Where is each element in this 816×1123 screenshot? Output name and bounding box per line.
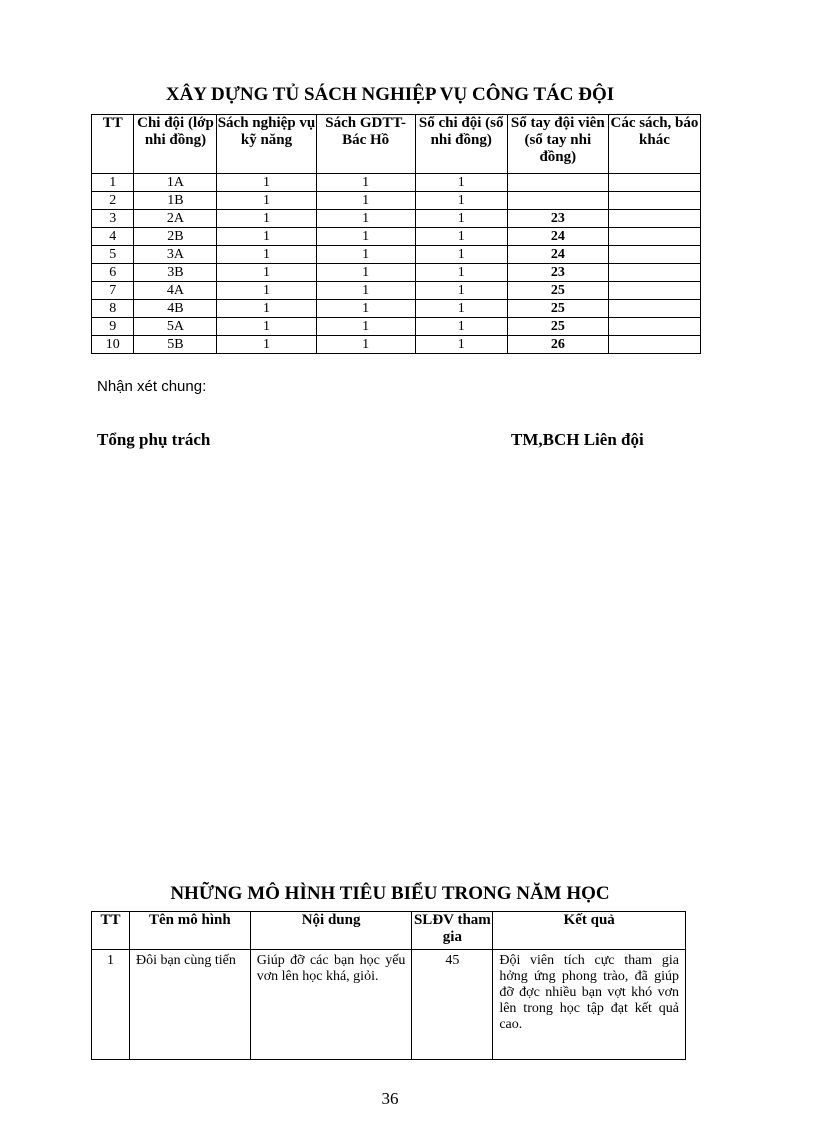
table-cell bbox=[507, 192, 608, 210]
table-cell: 23 bbox=[507, 264, 608, 282]
table-cell bbox=[608, 282, 700, 300]
header-cell: TT bbox=[92, 115, 134, 174]
table-cell: 7 bbox=[92, 282, 134, 300]
table-cell: 1 bbox=[92, 950, 130, 1060]
header-cell: SLĐV tham gia bbox=[412, 912, 493, 950]
header-cell: Sách nghiệp vụ kỹ năng bbox=[217, 115, 316, 174]
table-cell: 25 bbox=[507, 318, 608, 336]
table-cell: 4A bbox=[134, 282, 217, 300]
table-cell: 5 bbox=[92, 246, 134, 264]
table-cell: 1 bbox=[217, 192, 316, 210]
table-cell: 1 bbox=[316, 174, 415, 192]
table-cell: 1 bbox=[316, 282, 415, 300]
table-cell: 4B bbox=[134, 300, 217, 318]
header-cell: Nội dung bbox=[250, 912, 412, 950]
table-cell: 23 bbox=[507, 210, 608, 228]
table-cell: 1 bbox=[415, 228, 507, 246]
table-cell: Đội viên tích cực tham gia hởng ứng phong trào, đã giúp đỡ đợc nhiều bạn vợt khó vơn lên trong học tập đạt kết quả cao. bbox=[493, 950, 686, 1060]
table-cell: 5B bbox=[134, 336, 217, 354]
table-header-row bbox=[92, 912, 686, 950]
table-cell bbox=[608, 192, 700, 210]
table-cell: 1 bbox=[415, 336, 507, 354]
header-cell: Sổ chi đội (sổ nhi đồng) bbox=[415, 115, 507, 174]
table-cell: 24 bbox=[507, 228, 608, 246]
table-row bbox=[92, 264, 701, 282]
table-cell bbox=[608, 228, 700, 246]
table-cell: Đôi bạn cùng tiến bbox=[129, 950, 250, 1060]
table-cell bbox=[608, 174, 700, 192]
table-header-row bbox=[92, 115, 701, 174]
table-cell bbox=[608, 246, 700, 264]
table-cell bbox=[608, 300, 700, 318]
section1-title: XÂY DỰNG TỦ SÁCH NGHIỆP VỤ CÔNG TÁC ĐỘI bbox=[165, 84, 615, 105]
table-cell: 45 bbox=[412, 950, 493, 1060]
table-cell: 1 bbox=[217, 300, 316, 318]
table-cell: 1 bbox=[316, 264, 415, 282]
table-cell: 1 bbox=[316, 192, 415, 210]
table-row bbox=[92, 336, 701, 354]
table-cell: 3B bbox=[134, 264, 217, 282]
table-cell: 1 bbox=[316, 228, 415, 246]
library-table bbox=[91, 114, 701, 354]
table-cell: 6 bbox=[92, 264, 134, 282]
page-number: 36 bbox=[381, 1089, 399, 1108]
table-cell bbox=[507, 174, 608, 192]
table-row bbox=[92, 192, 701, 210]
table-cell: 1 bbox=[415, 174, 507, 192]
signature-right: TM,BCH Liên đội bbox=[511, 430, 644, 449]
table-cell: 2B bbox=[134, 228, 217, 246]
table-cell: 3 bbox=[92, 210, 134, 228]
table-cell: 1 bbox=[316, 336, 415, 354]
header-cell: Các sách, báo khác bbox=[608, 115, 700, 174]
comment-label: Nhận xét chung: bbox=[97, 378, 207, 395]
table-cell bbox=[608, 210, 700, 228]
table-row bbox=[92, 246, 701, 264]
table-cell: 1 bbox=[415, 210, 507, 228]
signature-left: Tổng phụ trách bbox=[97, 430, 211, 449]
table-cell: 1 bbox=[217, 246, 316, 264]
table-cell: 1 bbox=[217, 228, 316, 246]
header-cell: Kết quả bbox=[493, 912, 686, 950]
table-cell: 5A bbox=[134, 318, 217, 336]
table-cell: 1 bbox=[217, 282, 316, 300]
table-cell: 1 bbox=[316, 318, 415, 336]
table-cell: 1 bbox=[92, 174, 134, 192]
table-cell: 4 bbox=[92, 228, 134, 246]
header-cell: TT bbox=[92, 912, 130, 950]
table-cell: 1B bbox=[134, 192, 217, 210]
table-cell: 1 bbox=[217, 210, 316, 228]
table-cell: 1 bbox=[217, 336, 316, 354]
table-cell: 25 bbox=[507, 300, 608, 318]
table-row bbox=[92, 282, 701, 300]
table-cell: 24 bbox=[507, 246, 608, 264]
table-row bbox=[92, 300, 701, 318]
table-cell: 1 bbox=[415, 300, 507, 318]
table-cell: 1A bbox=[134, 174, 217, 192]
table-cell: 25 bbox=[507, 282, 608, 300]
header-cell: Sổ tay đội viên (sổ tay nhi đồng) bbox=[507, 115, 608, 174]
table-cell: 1 bbox=[415, 264, 507, 282]
table-cell: 3A bbox=[134, 246, 217, 264]
table-cell: 9 bbox=[92, 318, 134, 336]
table-row bbox=[92, 228, 701, 246]
section2-title: NHỮNG MÔ HÌNH TIÊU BIỂU TRONG NĂM HỌC bbox=[170, 883, 610, 904]
table-cell bbox=[608, 264, 700, 282]
table-cell: 1 bbox=[217, 174, 316, 192]
table-row bbox=[92, 950, 686, 1060]
table-cell: 1 bbox=[217, 318, 316, 336]
header-cell: Chi đội (lớp nhi đồng) bbox=[134, 115, 217, 174]
table-row bbox=[92, 174, 701, 192]
table-cell: 2A bbox=[134, 210, 217, 228]
table-cell: 10 bbox=[92, 336, 134, 354]
table-cell bbox=[608, 336, 700, 354]
table-cell: 1 bbox=[316, 246, 415, 264]
table-cell: 1 bbox=[217, 264, 316, 282]
table-row bbox=[92, 210, 701, 228]
header-cell: Sách GDTT-Bác Hồ bbox=[316, 115, 415, 174]
table-cell: 2 bbox=[92, 192, 134, 210]
table-cell: 1 bbox=[415, 246, 507, 264]
table-cell: 1 bbox=[316, 300, 415, 318]
table-cell: 8 bbox=[92, 300, 134, 318]
table-cell: 26 bbox=[507, 336, 608, 354]
table-cell: Giúp đỡ các bạn học yếu vơn lên học khá, giỏi. bbox=[250, 950, 412, 1060]
table-cell: 1 bbox=[316, 210, 415, 228]
table-cell: 1 bbox=[415, 192, 507, 210]
table-cell: 1 bbox=[415, 318, 507, 336]
table-cell bbox=[608, 318, 700, 336]
models-table bbox=[91, 911, 686, 1060]
table-cell: 1 bbox=[415, 282, 507, 300]
table-row bbox=[92, 318, 701, 336]
header-cell: Tên mô hình bbox=[129, 912, 250, 950]
